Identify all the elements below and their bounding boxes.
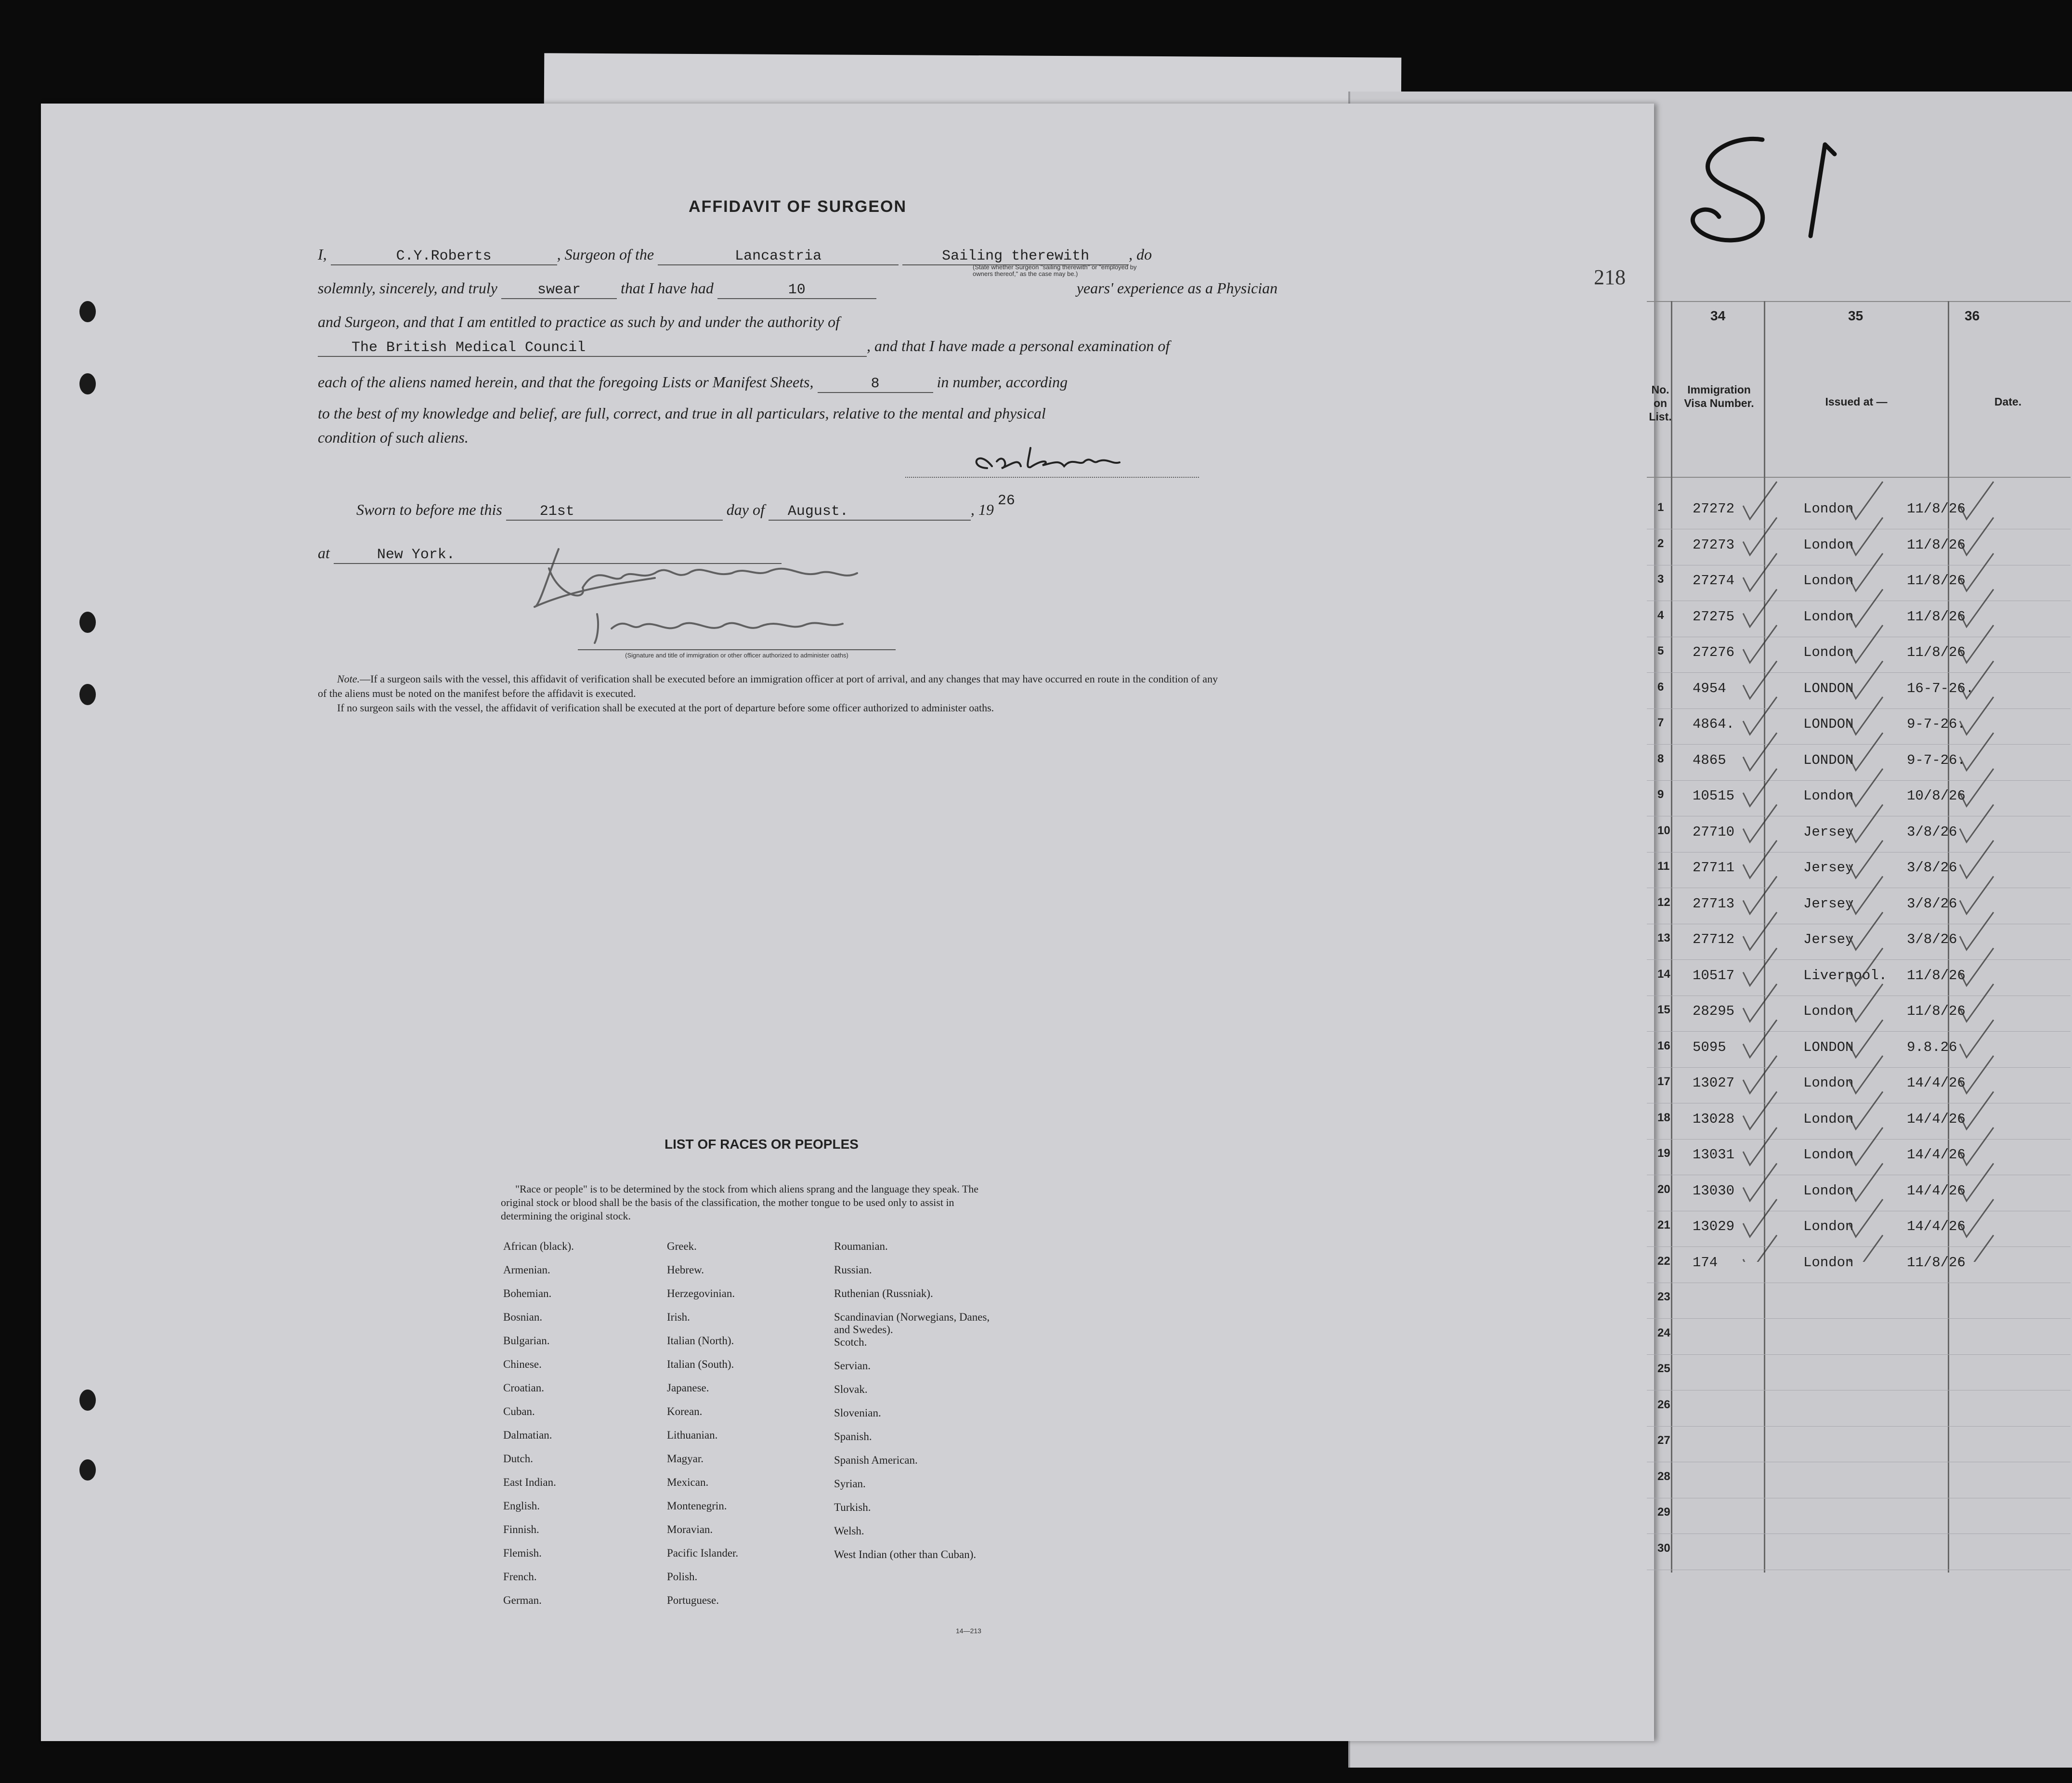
- race-entry: Bohemian.: [503, 1287, 552, 1299]
- visa-number: 27711: [1693, 860, 1735, 876]
- header-date: Date.: [1994, 395, 2022, 408]
- issued-at: London: [1803, 1219, 1854, 1234]
- visa-number: 13029: [1693, 1219, 1735, 1234]
- sworn-label: Sworn to before me this: [356, 501, 502, 518]
- issue-date: 11/8/26: [1907, 967, 1966, 983]
- check-mark: [1743, 877, 1777, 914]
- issue-date: 3/8/26: [1907, 860, 1957, 876]
- visa-number: 13031: [1693, 1147, 1735, 1163]
- issued-at: LONDON: [1803, 716, 1854, 732]
- check-mark: [1849, 697, 1883, 734]
- row-number: 14: [1657, 967, 1670, 981]
- check-mark: [1849, 1020, 1883, 1058]
- visa-number: 5095: [1693, 1039, 1726, 1055]
- years-experience: 10: [717, 282, 876, 299]
- aliens-label: each of the aliens named herein, and that the foregoing Lists or Manifest Sheets,: [318, 373, 814, 391]
- issued-at: London: [1803, 501, 1854, 517]
- check-mark: [1849, 625, 1883, 663]
- check-mark: [1743, 805, 1777, 842]
- visa-number: 27275: [1693, 608, 1735, 625]
- officer-signature-line: [578, 649, 896, 650]
- issue-date: 16-7-26.: [1907, 680, 1974, 696]
- race-entry: Syrian.: [834, 1478, 866, 1490]
- issue-date: 9.8.26: [1907, 1039, 1957, 1055]
- row-number: 17: [1657, 1075, 1670, 1088]
- check-mark: [1743, 769, 1777, 806]
- page-number: 218: [1594, 265, 1626, 289]
- surgeon-of-label: , Surgeon of the: [557, 246, 654, 263]
- row-number: 6: [1657, 680, 1664, 694]
- check-mark: [1960, 984, 1994, 1022]
- at-label: at: [318, 544, 330, 562]
- race-entry: Finnish.: [503, 1523, 539, 1535]
- visa-number: 27712: [1693, 931, 1735, 947]
- race-entry: Hebrew.: [667, 1264, 704, 1276]
- races-column-2: [667, 1240, 821, 1618]
- issue-date: 11/8/26: [1907, 573, 1966, 589]
- column-number-36: 36: [1965, 308, 1980, 323]
- issued-at: London: [1803, 788, 1854, 804]
- check-mark: [1743, 697, 1777, 734]
- sworn-month: August.: [769, 503, 971, 521]
- header-issued-at: Issued at —: [1825, 395, 1888, 408]
- check-mark: [1849, 661, 1883, 699]
- issue-date: 14/4/26: [1907, 1111, 1966, 1127]
- check-mark: [1849, 1164, 1883, 1201]
- sheet-mark-81-drawing: [1681, 125, 1873, 260]
- check-mark: [1960, 553, 1994, 591]
- check-mark: [1960, 877, 1994, 914]
- race-entry: Slovak.: [834, 1383, 868, 1395]
- issued-at: London: [1803, 537, 1854, 553]
- visa-number: 13028: [1693, 1111, 1735, 1127]
- year-prefix: , 19: [970, 501, 994, 518]
- sailing-status: Sailing therewith: [902, 248, 1129, 265]
- issued-at: London: [1803, 608, 1854, 625]
- check-mark: [1849, 805, 1883, 842]
- race-entry: Servian.: [834, 1360, 871, 1372]
- check-mark: [1849, 984, 1883, 1022]
- race-entry: Turkish.: [834, 1501, 871, 1513]
- exam-label: , and that I have made a personal examination of: [867, 337, 1170, 354]
- check-mark: [1960, 1199, 1994, 1237]
- race-entry: Spanish American.: [834, 1454, 918, 1466]
- visa-number: 27710: [1693, 824, 1735, 840]
- column-number-34: 34: [1710, 308, 1726, 323]
- years-label: years' experience as a Physician: [1076, 279, 1278, 297]
- row-number: 15: [1657, 1003, 1670, 1016]
- punch-hole: [79, 373, 96, 394]
- check-mark: [1743, 625, 1777, 663]
- issued-at: London: [1803, 1003, 1854, 1019]
- race-entry: Spanish.: [834, 1430, 872, 1442]
- race-entry: Welsh.: [834, 1525, 864, 1537]
- check-mark: [1960, 1020, 1994, 1058]
- issued-at: London: [1803, 1111, 1854, 1127]
- issue-date: 9-7-26.: [1907, 716, 1966, 732]
- row-number: 19: [1657, 1147, 1670, 1160]
- check-mark: [1849, 1199, 1883, 1237]
- affidavit-line-5: [318, 373, 1068, 393]
- race-entry: Mexican.: [667, 1476, 709, 1488]
- header-visa-number: Immigration Visa Number.: [1684, 383, 1754, 409]
- punch-hole: [79, 301, 96, 322]
- race-entry: Croatian.: [503, 1382, 544, 1394]
- race-entry: Scandinavian (Norwegians, Danes, and Swedes).: [834, 1311, 990, 1336]
- check-mark: [1743, 518, 1777, 555]
- check-mark: [1743, 1235, 1777, 1262]
- sworn-place: New York.: [334, 547, 782, 564]
- row-number: 25: [1657, 1362, 1670, 1375]
- check-mark: [1960, 661, 1994, 699]
- surgeon-signature-line: [905, 438, 1199, 478]
- races-column-1: [503, 1240, 657, 1618]
- issued-at: London: [1803, 1182, 1854, 1199]
- number-label: in number, according: [937, 373, 1068, 391]
- day-of-label: day of: [726, 501, 765, 518]
- race-entry: Chinese.: [503, 1358, 542, 1370]
- note-text-2: If no surgeon sails with the vessel, the affidavit of verification shall be executed at the port of departure before some officer authorized to administer oaths.: [337, 702, 994, 714]
- visa-number: 4954: [1693, 680, 1726, 696]
- issue-date: 3/8/26: [1907, 895, 1957, 912]
- row-number: 13: [1657, 931, 1670, 944]
- surgeon-name: C.Y.Roberts: [331, 248, 557, 265]
- row-number: 8: [1657, 752, 1664, 765]
- race-entry: Italian (North).: [667, 1335, 734, 1347]
- affidavit-line-1: [318, 246, 1152, 265]
- race-entry: Ruthenian (Russniak).: [834, 1287, 933, 1299]
- race-entry: Roumanian.: [834, 1240, 888, 1252]
- check-mark: [1743, 840, 1777, 878]
- check-mark: [1743, 1164, 1777, 1201]
- check-mark: [1960, 1092, 1994, 1129]
- visa-number: 13027: [1693, 1075, 1735, 1091]
- check-mark: [1960, 1127, 1994, 1165]
- row-number: 3: [1657, 573, 1664, 586]
- race-entry: Dutch.: [503, 1453, 533, 1465]
- check-mark: [1960, 482, 1994, 519]
- row-number: 7: [1657, 716, 1664, 729]
- check-mark: [1849, 482, 1883, 519]
- issued-at: London: [1803, 1254, 1854, 1271]
- sworn-year: 26: [997, 493, 1015, 509]
- issue-date: 14/4/26: [1907, 1219, 1966, 1234]
- header-no-on-list: No. on List.: [1649, 383, 1672, 423]
- affidavit-line-4: [318, 337, 1170, 357]
- check-mark: [1743, 1056, 1777, 1093]
- issue-date: 14/4/26: [1907, 1182, 1966, 1199]
- race-entry: Japanese.: [667, 1382, 709, 1394]
- issue-date: 3/8/26: [1907, 824, 1957, 840]
- race-entry: African (black).: [503, 1240, 574, 1252]
- issue-date: 9-7-26.: [1907, 752, 1966, 768]
- check-mark: [1960, 518, 1994, 555]
- do-label: , do: [1129, 246, 1152, 263]
- race-entry: Flemish.: [503, 1547, 542, 1559]
- race-entry: East Indian.: [503, 1476, 556, 1488]
- race-entry: West Indian (other than Cuban).: [834, 1548, 977, 1560]
- issued-at: London: [1803, 644, 1854, 660]
- visa-number: 27273: [1693, 537, 1735, 553]
- check-mark: [1743, 1020, 1777, 1058]
- race-entry: Russian.: [834, 1264, 872, 1276]
- check-mark: [1743, 912, 1777, 950]
- check-mark: [1960, 697, 1994, 734]
- check-mark: [1849, 590, 1883, 627]
- sheet-count: 8: [818, 376, 933, 393]
- row-number: 4: [1657, 608, 1664, 622]
- issue-date: 11/8/26: [1907, 537, 1966, 553]
- punch-hole: [79, 612, 96, 633]
- that-label: that I have had: [620, 279, 714, 297]
- punch-hole: [79, 1390, 96, 1411]
- punch-hole: [79, 1459, 96, 1481]
- race-entry: Bosnian.: [503, 1311, 543, 1323]
- issued-at: Jersey: [1803, 860, 1854, 876]
- check-mark: [1743, 661, 1777, 699]
- condition-line: condition of such aliens.: [318, 429, 469, 446]
- issue-date: 11/8/26: [1907, 501, 1966, 517]
- check-mark: [1849, 1127, 1883, 1165]
- check-mark: [1849, 1235, 1883, 1262]
- solemnly-label: solemnly, sincerely, and truly: [318, 279, 497, 297]
- check-mark: [1849, 1092, 1883, 1129]
- race-entry: Italian (South).: [667, 1358, 734, 1370]
- check-mark: [1743, 1127, 1777, 1165]
- check-mark: [1743, 948, 1777, 986]
- race-entry: Herzegovinian.: [667, 1287, 735, 1299]
- check-mark: [1849, 1056, 1883, 1093]
- row-number: 9: [1657, 788, 1664, 801]
- surgeon-signature: [905, 438, 1199, 477]
- authority-line: and Surgeon, and that I am entitled to practice as such by and under the authority of: [318, 313, 840, 330]
- check-mark: [1849, 733, 1883, 771]
- visa-number: 4864.: [1693, 716, 1735, 732]
- note-lead: Note.: [337, 673, 360, 685]
- check-mark: [1743, 482, 1777, 519]
- i-label: I,: [318, 246, 327, 263]
- row-rule: [1647, 1318, 2071, 1319]
- check-mark: [1743, 984, 1777, 1022]
- races-column-3: [834, 1240, 998, 1572]
- race-entry: French.: [503, 1571, 537, 1583]
- sheet-mark-81: [1681, 125, 1873, 260]
- race-entry: Irish.: [667, 1311, 690, 1323]
- row-rule: [1647, 1426, 2071, 1427]
- issue-date: 10/8/26: [1907, 788, 1966, 804]
- check-mark: [1849, 553, 1883, 591]
- issued-at: LONDON: [1803, 680, 1854, 696]
- visa-number: 174: [1693, 1254, 1718, 1271]
- check-mark: [1960, 805, 1994, 842]
- issue-date: 14/4/26: [1907, 1075, 1966, 1091]
- row-number: 30: [1657, 1541, 1670, 1555]
- check-mark: [1849, 877, 1883, 914]
- issue-date: 14/4/26: [1907, 1147, 1966, 1163]
- row-number: 23: [1657, 1290, 1670, 1303]
- visa-number: 4865: [1693, 752, 1726, 768]
- check-mark: [1849, 948, 1883, 986]
- row-number: 12: [1657, 895, 1670, 909]
- form-code: 14—213: [956, 1627, 981, 1635]
- check-marks: [1656, 462, 2071, 1262]
- visa-number: 27272: [1693, 501, 1735, 517]
- issued-at: London: [1803, 1147, 1854, 1163]
- oath-word: swear: [501, 282, 617, 299]
- issued-at: Jersey: [1803, 931, 1854, 947]
- issued-at: LONDON: [1803, 752, 1854, 768]
- row-number: 11: [1657, 860, 1670, 873]
- row-number: 20: [1657, 1182, 1670, 1196]
- visa-number: 27713: [1693, 895, 1735, 912]
- race-entry: German.: [503, 1594, 542, 1606]
- check-mark: [1960, 912, 1994, 950]
- row-number: 27: [1657, 1434, 1670, 1447]
- check-mark: [1960, 840, 1994, 878]
- check-mark: [1849, 840, 1883, 878]
- row-number: 26: [1657, 1398, 1670, 1411]
- row-number: 16: [1657, 1039, 1670, 1052]
- check-mark: [1960, 733, 1994, 771]
- race-entry: Polish.: [667, 1571, 698, 1583]
- affidavit-note: [318, 672, 1218, 715]
- row-number: 10: [1657, 824, 1670, 837]
- race-entry: Bulgarian.: [503, 1335, 550, 1347]
- check-mark: [1849, 518, 1883, 555]
- issued-at: London: [1803, 1075, 1854, 1091]
- visa-number: 28295: [1693, 1003, 1735, 1019]
- sworn-day: 21st: [506, 503, 723, 521]
- affidavit-line-2: [318, 279, 1277, 299]
- check-mark: [1960, 1056, 1994, 1093]
- races-title: LIST OF RACES OR PEOPLES: [665, 1137, 859, 1152]
- check-mark: [1849, 769, 1883, 806]
- row-number: 29: [1657, 1506, 1670, 1519]
- row-number: 21: [1657, 1219, 1670, 1232]
- issued-at: Jersey: [1803, 824, 1854, 840]
- check-mark: [1743, 1092, 1777, 1129]
- issued-at: Liverpool.: [1803, 967, 1888, 983]
- race-entry: Portuguese.: [667, 1594, 719, 1606]
- check-mark: [1743, 590, 1777, 627]
- race-entry: Scotch.: [834, 1336, 867, 1348]
- issued-at: LONDON: [1803, 1039, 1854, 1055]
- check-mark: [1960, 590, 1994, 627]
- row-number: 18: [1657, 1111, 1670, 1124]
- race-entry: Montenegrin.: [667, 1500, 727, 1512]
- race-entry: Slovenian.: [834, 1407, 881, 1419]
- sworn-line: [356, 493, 1015, 521]
- issued-at: Jersey: [1803, 895, 1854, 912]
- race-entry: Lithuanian.: [667, 1429, 718, 1441]
- row-number: 1: [1657, 501, 1664, 514]
- race-entry: Armenian.: [503, 1264, 550, 1276]
- column-number-35: 35: [1848, 308, 1863, 323]
- officer-signature: [530, 535, 896, 655]
- check-mark: [1960, 948, 1994, 986]
- officer-caption: (Signature and title of immigration or other officer authorized to administer oaths): [625, 652, 848, 659]
- issue-date: 11/8/26: [1907, 644, 1966, 660]
- issue-date: 3/8/26: [1907, 931, 1957, 947]
- check-mark: [1849, 912, 1883, 950]
- row-number: 5: [1657, 644, 1664, 657]
- races-intro: "Race or people" is to be determined by the stock from which aliens sprang and the language they speak. The original stock or blood shall be the basis of the classification, the mother tongue to be used only to assist in determining the original stock.: [501, 1183, 979, 1222]
- issue-date: 11/8/26: [1907, 1254, 1966, 1271]
- row-number: 28: [1657, 1469, 1670, 1483]
- punch-hole: [79, 684, 96, 705]
- table-top-rule: [1647, 301, 2071, 302]
- race-entry: Magyar.: [667, 1453, 704, 1465]
- visa-number: 13030: [1693, 1182, 1735, 1199]
- check-mark: [1960, 769, 1994, 806]
- check-mark: [1960, 625, 1994, 663]
- row-number: 22: [1657, 1254, 1670, 1268]
- check-mark: [1960, 1235, 1994, 1262]
- visa-number: 27274: [1693, 573, 1735, 589]
- issue-date: 11/8/26: [1907, 1003, 1966, 1019]
- row-number: 24: [1657, 1326, 1670, 1339]
- race-entry: Dalmatian.: [503, 1429, 552, 1441]
- check-mark: [1960, 1164, 1994, 1201]
- race-entry: Korean.: [667, 1405, 703, 1417]
- row-number: 2: [1657, 537, 1664, 550]
- race-entry: Cuban.: [503, 1405, 535, 1417]
- issue-date: 11/8/26: [1907, 608, 1966, 625]
- check-mark: [1743, 553, 1777, 591]
- authority-body: The British Medical Council: [318, 340, 867, 357]
- visa-number: 10515: [1693, 788, 1735, 804]
- check-mark: [1743, 1199, 1777, 1237]
- note-text-1: —If a surgeon sails with the vessel, this affidavit of verification shall be executed before an immigration officer at port of arrival, and any changes that may have occurred en route in the condition of any of the aliens must be noted on the manifest before the affidavit is executed.: [318, 673, 1218, 699]
- race-entry: Moravian.: [667, 1523, 713, 1535]
- belief-line: to the best of my knowledge and belief, are full, correct, and true in all particulars, relative to the mental and physical: [318, 405, 1046, 422]
- issued-at: London: [1803, 573, 1854, 589]
- ship-name: Lancastria: [658, 248, 899, 265]
- row-rule: [1647, 1354, 2071, 1355]
- affidavit-title: AFFIDAVIT OF SURGEON: [689, 197, 907, 216]
- visa-number: 10517: [1693, 967, 1735, 983]
- status-note: (State whether Surgeon "sailing therewith" or "employed by owners thereof," as the case may be.): [973, 263, 1137, 277]
- race-entry: English.: [503, 1500, 540, 1512]
- race-entry: Greek.: [667, 1240, 697, 1252]
- race-entry: Pacific Islander.: [667, 1547, 739, 1559]
- check-mark: [1743, 733, 1777, 771]
- visa-number: 27276: [1693, 644, 1735, 660]
